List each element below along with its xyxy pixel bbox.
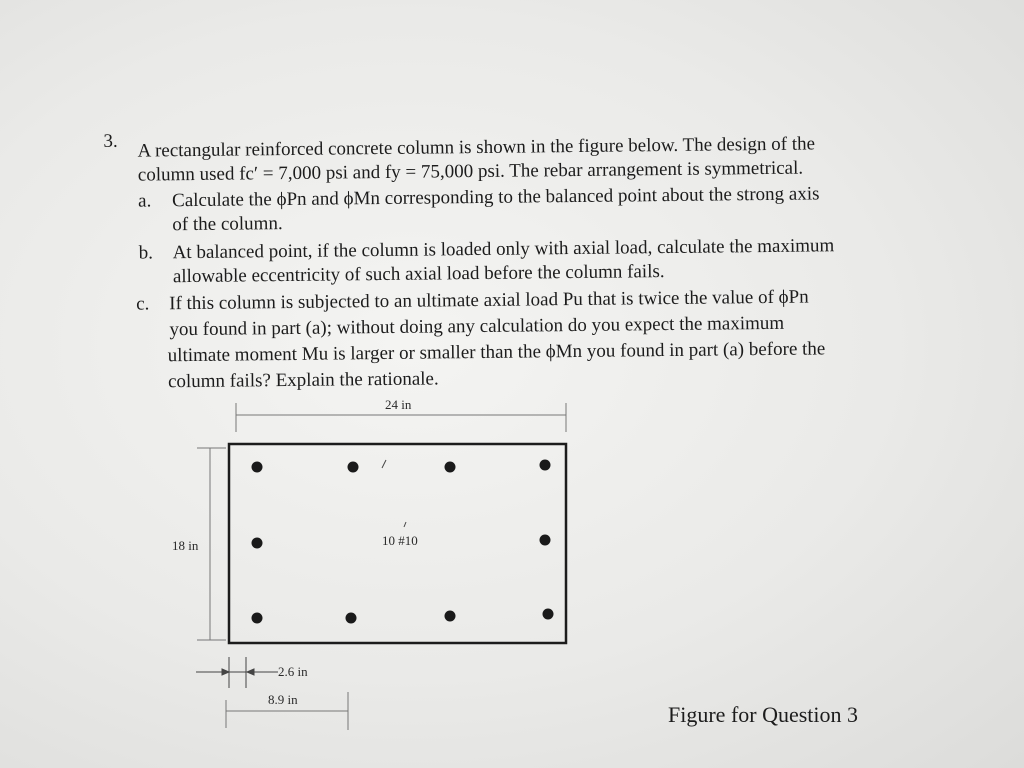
part-a-line-2: of the column. bbox=[172, 213, 283, 236]
rebar-dot bbox=[540, 460, 551, 471]
part-b-line-2: allowable eccentricity of such axial load before the column fails. bbox=[172, 261, 665, 288]
question-number: 3. bbox=[103, 130, 118, 152]
rebar-dot bbox=[445, 462, 456, 473]
part-b-line-1: At balanced point, if the column is loaded only with axial load, calculate the maximum bbox=[172, 235, 835, 264]
figure-caption: Figure for Question 3 bbox=[668, 702, 859, 727]
crack-mark bbox=[404, 522, 406, 527]
rebar-dot bbox=[348, 462, 359, 473]
intro-line-2: column used fc′ = 7,000 psi and fy = 75,000 psi. The rebar arrangement is symmetrical. bbox=[137, 157, 804, 186]
rebar-dot bbox=[252, 462, 263, 473]
rebar-dot bbox=[540, 535, 551, 546]
part-a-marker: a. bbox=[138, 190, 152, 212]
rebar-label: 10 #10 bbox=[382, 533, 418, 548]
cover-dimension-line bbox=[196, 657, 278, 688]
part-c-line-3: ultimate moment Mu is larger or smaller than the ϕMn you found in part (a) before the bbox=[167, 338, 826, 367]
rebar-dot bbox=[252, 613, 263, 624]
height-dimension-line bbox=[197, 448, 226, 640]
height-label: 18 in bbox=[172, 538, 199, 553]
part-c-marker: c. bbox=[136, 293, 150, 315]
cover-label: 2.6 in bbox=[278, 664, 308, 679]
depth-label: 8.9 in bbox=[268, 692, 298, 707]
part-b-marker: b. bbox=[138, 242, 154, 264]
rebar-dot bbox=[346, 613, 357, 624]
rebar-dot bbox=[252, 538, 263, 549]
part-c-line-2: you found in part (a); without doing any calculation do you expect the maximum bbox=[169, 312, 785, 341]
crack-mark bbox=[382, 460, 386, 468]
part-c-line-4: column fails? Explain the rationale. bbox=[167, 368, 439, 393]
intro-line-1: A rectangular reinforced concrete column is shown in the figure below. The design of the bbox=[137, 133, 816, 162]
part-a-line-1: Calculate the ϕPn and ϕMn corresponding to the balanced point about the strong axis bbox=[172, 183, 820, 212]
part-c-line-1: If this column is subjected to an ultimate axial load Pu that is twice the value of ϕPn bbox=[169, 286, 809, 315]
rebar-dot bbox=[445, 611, 456, 622]
rebar-dot bbox=[543, 609, 554, 620]
width-label: 24 in bbox=[385, 397, 412, 412]
